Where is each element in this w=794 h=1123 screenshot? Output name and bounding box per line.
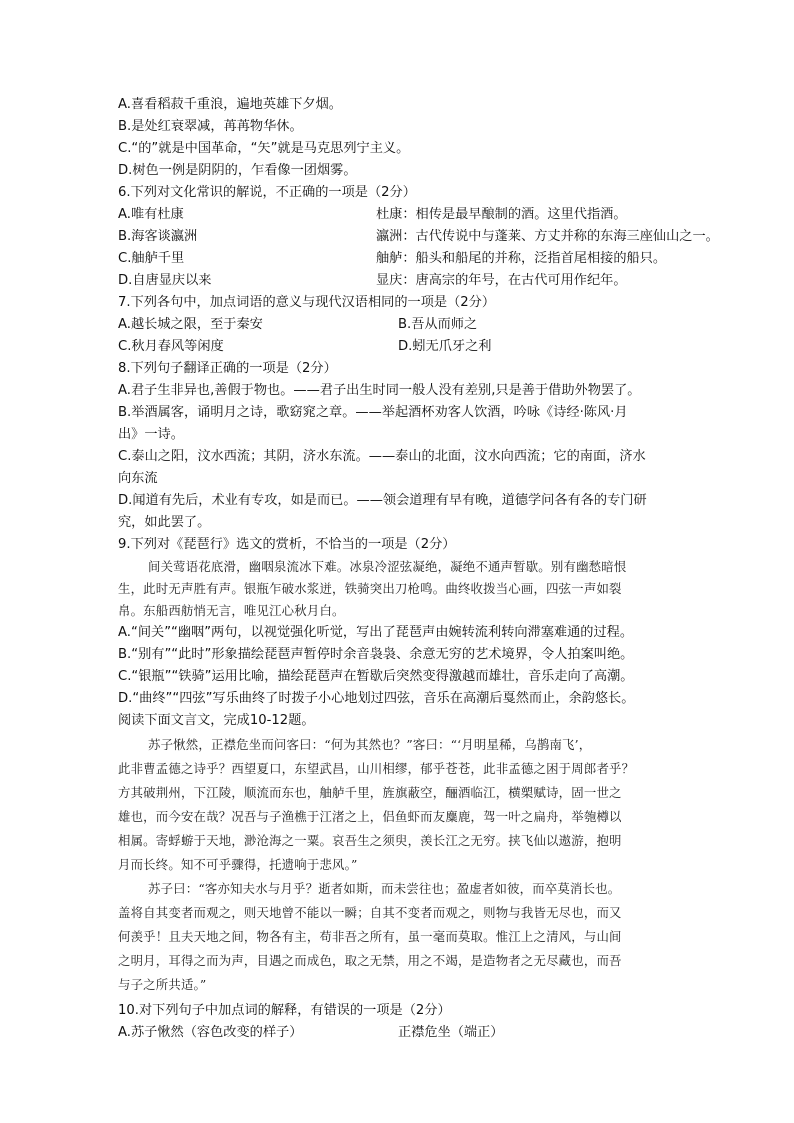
option-6a: A.唯有杜康 杜康：相传是最早酿制的酒。这里代指酒。 <box>118 207 627 222</box>
question-8: 8.下列句子翻译正确的一项是（2分） <box>118 361 337 376</box>
prose-passage-line: 盖将自其变者而观之，则天地曾不能以一瞬；自其不变者而观之，则物与我皆无尽也，而又 <box>118 905 622 920</box>
prose-passage-line: 此非曹孟德之诗乎？西望夏口，东望武昌，山川相缪，郁乎苍苍，此非孟德之困于周郎者乎？ <box>118 761 635 776</box>
option-8b: B.举酒属客，诵明月之诗，歌窈窕之章。——举起酒杯劝客人饮酒，吟咏《诗经·陈风·月 <box>118 405 628 420</box>
prose-passage-line: 苏子曰：“客亦知夫水与月乎？逝者如斯，而未尝往也；盈虚者如彼，而卒莫消长也。 <box>148 881 621 896</box>
option-5a: A.喜看稻菽千重浪，遍地英雄下夕烟。 <box>118 97 342 112</box>
option-8a: A.君子生非异也,善假于物也。——君子出生时同一般人没有差别,只是善于借助外物罢了。 <box>118 383 641 398</box>
option-9b: B.“别有”“此时”形象描绘琵琶声暂停时余音袅袅、余意无穷的艺术境界，令人拍案叫绝。 <box>118 647 634 662</box>
option-6d: D.自唐显庆以来 显庆：唐高宗的年号，在古代可用作纪年。 <box>118 273 627 288</box>
option-6b: B.海客谈瀛洲 瀛洲：古代传说中与蓬莱、方丈并称的东海三座仙山之一。 <box>118 229 719 244</box>
question-6: 6.下列对文化常识的解说，不正确的一项是（2分） <box>118 185 416 200</box>
options-7ab: A.越长城之限，至于秦安 B.吾从而师之 <box>118 317 478 332</box>
question-9: 9.下列对《琵琶行》选文的赏析，不恰当的一项是（2分） <box>118 537 456 552</box>
prose-passage-line: 何羡乎！且夫天地之间，物各有主，苟非吾之所有，虽一毫而莫取。惟江上之清风，与山间 <box>118 929 622 944</box>
question-7: 7.下列各句中，加点词语的意义与现代汉语相同的一项是（2分） <box>118 295 496 310</box>
option-9d: D.“曲终”“四弦”写乐曲终了时拨子小心地划过四弦，音乐在高潮后戛然而止，余韵悠长。 <box>118 691 635 706</box>
option-5d: D.树色一例是阴阴的，乍看像一团烟雾。 <box>118 163 357 178</box>
poem-passage-line: 间关莺语花底滑，幽咽泉流冰下难。冰泉冷涩弦凝绝，凝绝不通声暂歇。别有幽愁暗恨 <box>148 559 627 574</box>
option-10a: A.苏子愀然（容色改变的样子） 正襟危坐（端正） <box>118 1025 504 1040</box>
option-8d: D.闻道有先后，术业有专攻，如是而已。——领会道理有早有晚，道德学问各有各的专门研 <box>118 493 647 508</box>
prose-passage-line: 与子之所共适。” <box>118 977 207 992</box>
option-6c: C.舳舻千里 舳舻：船头和船尾的并称，泛指首尾相接的船只。 <box>118 251 667 266</box>
reading-instruction: 阅读下面文言文，完成10-12题。 <box>118 713 315 728</box>
option-9c: C.“银瓶”“铁骑”运用比喻，描绘琵琶声在暂歇后突然变得激越而雄壮，音乐走向了高潮。 <box>118 669 634 684</box>
option-9a: A.“间关”“幽咽”两句，以视觉强化听觉，写出了琵琶声由婉转流利转向滞塞难通的过程。 <box>118 625 634 640</box>
option-8c: C.泰山之阳，汶水西流；其阴，济水东流。——泰山的北面，汶水向西流；它的南面，济水 <box>118 449 646 464</box>
prose-passage-line: 雄也，而今安在哉？况吾与子渔樵于江渚之上，侣鱼虾而友麋鹿，驾一叶之扁舟，举匏樽以 <box>118 809 622 824</box>
question-10: 10.对下列句子中加点词的解释，有错误的一项是（2分） <box>118 1003 451 1018</box>
options-7cd: C.秋月春风等闲度 D.蚓无爪牙之利 <box>118 339 492 354</box>
option-5c: C.“的”就是中国革命，“矢”就是马克思列宁主义。 <box>118 141 410 156</box>
prose-passage-line: 苏子愀然，正襟危坐而问客曰：“何为其然也？”客曰：“‘月明星稀，乌鹊南飞’， <box>148 737 592 752</box>
prose-passage-line: 相属。寄蜉蝣于天地，渺沧海之一粟。哀吾生之须臾，羡长江之无穷。挟飞仙以遨游，抱明 <box>118 833 622 848</box>
prose-passage-line: 方其破荆州，下江陵，顺流而东也，舳舻千里，旌旗蔽空，酾酒临江，横槊赋诗，固一世之 <box>118 785 622 800</box>
option-8c-cont: 向东流 <box>118 471 158 486</box>
poem-passage-line: 生，此时无声胜有声。银瓶乍破水浆迸，铁骑突出刀枪鸣。曲终收拨当心画，四弦一声如裂 <box>118 581 622 596</box>
prose-passage-line: 月而长终。知不可乎骤得，托遗响于悲风。” <box>118 857 358 872</box>
prose-passage-line: 之明月，耳得之而为声，目遇之而成色，取之无禁，用之不竭，是造物者之无尽藏也，而吾 <box>118 953 622 968</box>
poem-passage-line: 帛。东船西舫悄无言，唯见江心秋月白。 <box>118 603 345 618</box>
option-8b-cont: 出》一诗。 <box>118 427 184 442</box>
option-5b: B.是处红衰翠减，苒苒物华休。 <box>118 119 303 134</box>
option-8d-cont: 究，如此罢了。 <box>118 515 211 530</box>
